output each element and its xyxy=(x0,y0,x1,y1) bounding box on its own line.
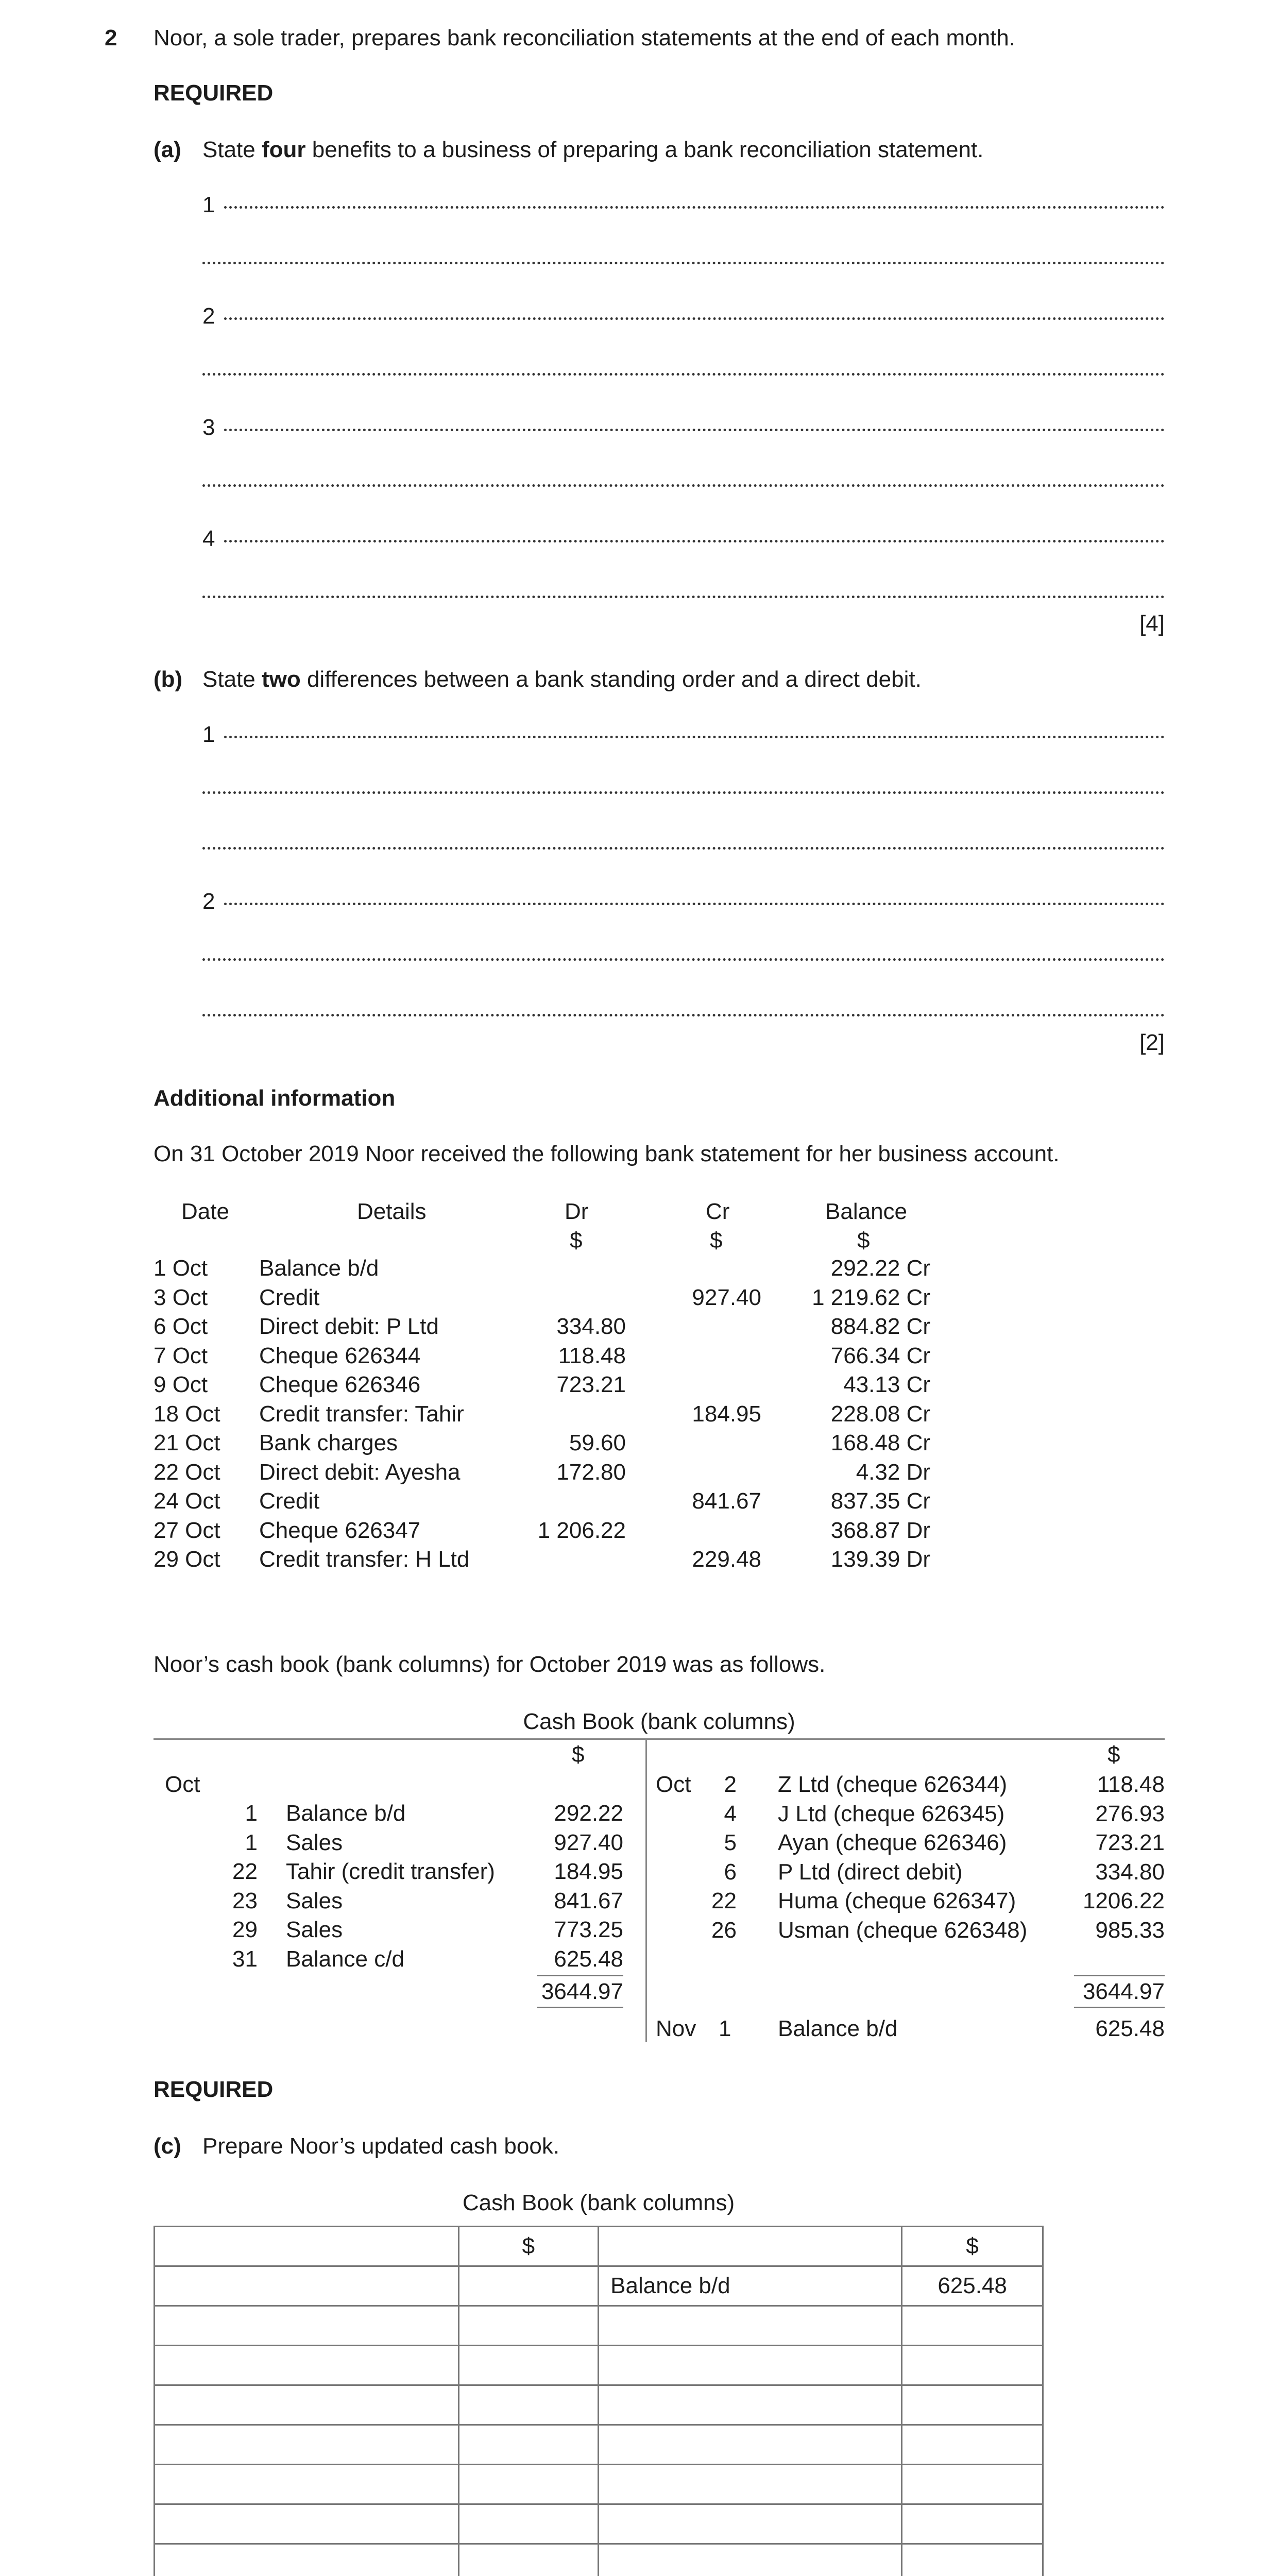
table-row xyxy=(0,1488,1278,1517)
cb-day-cell: 1 xyxy=(245,1829,258,1855)
bs-balance-cell: 43.13 Cr xyxy=(843,1372,930,1397)
answer-cell[interactable] xyxy=(458,2465,599,2504)
bs-header-dr: Dr xyxy=(565,1199,589,1224)
cb-details-cell: Balance c/d xyxy=(286,1946,404,1972)
cb-details-cell: P Ltd (direct debit) xyxy=(778,1859,963,1885)
answer-number: 4 xyxy=(202,526,215,551)
table-row xyxy=(155,2425,1043,2465)
cb-amount-cell: 1206.22 xyxy=(1082,1888,1165,1913)
bs-dr-cell: 59.60 xyxy=(569,1430,626,1455)
answer-cell[interactable] xyxy=(155,2346,459,2385)
answer-number: 2 xyxy=(202,889,215,914)
bs-date-cell: 29 Oct xyxy=(154,1547,220,1572)
answer-line[interactable] xyxy=(202,958,1165,961)
table-row xyxy=(0,1517,1278,1546)
bs-details-cell: Bank charges xyxy=(259,1430,398,1455)
part-c-table-title: Cash Book (bank columns) xyxy=(462,2190,735,2215)
bs-details-cell: Cheque 626347 xyxy=(259,1517,421,1543)
cash-book-top-rule xyxy=(154,1738,1165,1740)
answer-cell[interactable] xyxy=(155,2227,459,2266)
cb-details-cell: Sales xyxy=(286,1917,343,1942)
bs-date-cell: 9 Oct xyxy=(154,1372,208,1397)
table-row xyxy=(0,1313,1278,1342)
cb-details-cell: J Ltd (cheque 626345) xyxy=(778,1801,1005,1826)
bs-dr-cell: 118.48 xyxy=(558,1343,626,1368)
answer-cell[interactable] xyxy=(902,2425,1043,2465)
nov-month: Nov xyxy=(656,2016,696,2041)
nov-details: Balance b/d xyxy=(778,2016,898,2041)
answer-number: 1 xyxy=(202,192,215,217)
cash-book-unit-credit: $ xyxy=(1107,1742,1120,1767)
cb-day-cell: 22 xyxy=(711,1888,737,1913)
bs-dr-cell: 334.80 xyxy=(556,1314,626,1339)
bs-details-cell: Credit transfer: Tahir xyxy=(259,1401,464,1427)
bs-balance-cell: 139.39 Dr xyxy=(830,1547,930,1572)
bs-balance-cell: 292.22 Cr xyxy=(830,1256,930,1281)
cash-book-credit-total: 3644.97 xyxy=(1082,1979,1165,2004)
bs-date-cell: 18 Oct xyxy=(154,1401,220,1427)
bs-balance-cell: 168.48 Cr xyxy=(830,1430,930,1455)
cb-day-cell: 6 xyxy=(724,1859,737,1885)
answer-cell[interactable] xyxy=(155,2385,459,2425)
cb-details-cell: Z Ltd (cheque 626344) xyxy=(778,1772,1008,1797)
answer-line[interactable] xyxy=(202,1014,1165,1016)
answer-cell[interactable] xyxy=(599,2504,902,2544)
debit-total-rule-bottom xyxy=(537,2007,623,2008)
answer-cell[interactable] xyxy=(902,2544,1043,2576)
answer-cell[interactable] xyxy=(902,2346,1043,2385)
nov-amount: 625.48 xyxy=(1095,2016,1165,2041)
answer-line[interactable] xyxy=(202,262,1165,264)
answer-line[interactable] xyxy=(224,903,1165,905)
bs-balance-cell: 766.34 Cr xyxy=(830,1343,930,1368)
cashbook-intro: Noor’s cash book (bank columns) for October 2019 was as follows. xyxy=(154,1652,826,1677)
part-c-label: (c) xyxy=(154,2133,181,2159)
bs-details-cell: Credit xyxy=(259,1284,320,1310)
cb-day-cell: 4 xyxy=(724,1801,737,1826)
answer-cell[interactable] xyxy=(599,2544,902,2576)
bs-balance-cell: 884.82 Cr xyxy=(830,1314,930,1339)
answer-cell[interactable] xyxy=(599,2465,902,2504)
cash-book-credit-month: Oct xyxy=(656,1772,691,1797)
answer-number: 3 xyxy=(202,415,215,440)
bs-unit-dr: $ xyxy=(570,1228,583,1253)
answer-cell[interactable] xyxy=(599,2385,902,2425)
table-row xyxy=(155,2385,1043,2425)
answer-cell[interactable] xyxy=(155,2306,459,2346)
prefilled-amount-cell: 625.48 xyxy=(902,2266,1043,2306)
answer-cell[interactable] xyxy=(902,2306,1043,2346)
credit-total-rule-top xyxy=(1074,1975,1165,1976)
bs-date-cell: 27 Oct xyxy=(154,1517,220,1543)
answer-cell[interactable] xyxy=(458,2266,599,2306)
cb-details-cell: Huma (cheque 626347) xyxy=(778,1888,1016,1913)
bs-balance-cell: 837.35 Cr xyxy=(830,1488,930,1514)
bs-balance-cell: 368.87 Dr xyxy=(830,1517,930,1543)
cb-details-cell: Sales xyxy=(286,1829,343,1855)
answer-cell[interactable] xyxy=(155,2425,459,2465)
table-row xyxy=(155,2266,1043,2306)
cb-amount-cell: 773.25 xyxy=(554,1917,623,1942)
bs-unit-cr: $ xyxy=(710,1228,723,1253)
cb-amount-cell: 184.95 xyxy=(554,1859,623,1884)
part-a-marks: [4] xyxy=(1139,611,1165,636)
cb-day-cell: 29 xyxy=(232,1917,258,1942)
table-row xyxy=(0,1459,1278,1488)
answer-line[interactable] xyxy=(202,596,1165,598)
bs-unit-balance: $ xyxy=(857,1228,870,1253)
answer-cell[interactable] xyxy=(902,2465,1043,2504)
bs-balance-cell: 1 219.62 Cr xyxy=(812,1284,930,1310)
cb-amount-cell: 927.40 xyxy=(554,1829,623,1855)
bs-cr-cell: 229.48 xyxy=(692,1547,761,1572)
cb-amount-cell: 723.21 xyxy=(1095,1830,1165,1855)
bs-details-cell: Direct debit: P Ltd xyxy=(259,1314,439,1339)
credit-total-rule-bottom xyxy=(1074,2007,1165,2008)
answer-cell[interactable] xyxy=(155,2266,459,2306)
cash-book-unit-debit: $ xyxy=(572,1742,585,1767)
bs-details-cell: Cheque 626346 xyxy=(259,1372,421,1397)
bs-details-cell: Credit transfer: H Ltd xyxy=(259,1547,470,1572)
cb-amount-cell: 292.22 xyxy=(554,1801,623,1826)
table-row xyxy=(0,1343,1278,1371)
bs-date-cell: 24 Oct xyxy=(154,1488,220,1514)
bs-balance-cell: 4.32 Dr xyxy=(856,1459,930,1485)
answer-cell[interactable] xyxy=(599,2227,902,2266)
answer-cell[interactable] xyxy=(458,2425,599,2465)
answer-cell[interactable] xyxy=(458,2346,599,2385)
unit-cell: $ xyxy=(458,2227,599,2266)
answer-cell[interactable] xyxy=(599,2425,902,2465)
bs-details-cell: Credit xyxy=(259,1488,320,1514)
bs-cr-cell: 927.40 xyxy=(692,1284,761,1310)
answer-number: 1 xyxy=(202,722,215,747)
bs-details-cell: Balance b/d xyxy=(259,1256,379,1281)
cash-book-divider xyxy=(645,1738,647,2042)
cash-book-debit-total: 3644.97 xyxy=(541,1979,623,2004)
bs-cr-cell: 184.95 xyxy=(692,1401,761,1427)
answer-line[interactable] xyxy=(202,484,1165,487)
cash-book-title: Cash Book (bank columns) xyxy=(523,1709,795,1734)
answer-cell[interactable] xyxy=(902,2504,1043,2544)
table-row xyxy=(0,1401,1278,1430)
cash-book-debit-month: Oct xyxy=(165,1772,200,1797)
prefilled-details-cell: Balance b/d xyxy=(599,2266,902,2306)
part-b-marks: [2] xyxy=(1139,1030,1165,1055)
answer-line[interactable] xyxy=(224,429,1165,431)
cb-details-cell: Ayan (cheque 626346) xyxy=(778,1830,1007,1855)
part-b-question: State two differences between a bank standing order and a direct debit. xyxy=(202,667,922,692)
nov-day: 1 xyxy=(719,2016,731,2041)
cb-details-cell: Balance b/d xyxy=(286,1801,406,1826)
cb-details-cell: Tahir (credit transfer) xyxy=(286,1859,495,1884)
part-b-label: (b) xyxy=(154,667,183,692)
cb-day-cell: 2 xyxy=(724,1772,737,1797)
cb-amount-cell: 625.48 xyxy=(554,1946,623,1972)
table-row xyxy=(0,1284,1278,1313)
part-a-question: State four benefits to a business of preparing a bank reconciliation statement. xyxy=(202,137,984,162)
cb-details-cell: Sales xyxy=(286,1888,343,1913)
question-intro: Noor, a sole trader, prepares bank reconciliation statements at the end of each month. xyxy=(154,25,1015,50)
table-row xyxy=(0,1430,1278,1459)
answer-number: 2 xyxy=(202,303,215,329)
bs-header-date: Date xyxy=(181,1199,229,1224)
answer-line[interactable] xyxy=(202,373,1165,376)
bs-balance-cell: 228.08 Cr xyxy=(830,1401,930,1427)
table-row xyxy=(0,1255,1278,1284)
bs-date-cell: 1 Oct xyxy=(154,1256,208,1281)
cb-amount-cell: 334.80 xyxy=(1095,1859,1165,1885)
bs-header-cr: Cr xyxy=(706,1199,730,1224)
unit-cell: $ xyxy=(902,2227,1043,2266)
bs-cr-cell: 841.67 xyxy=(692,1488,761,1514)
cb-day-cell: 23 xyxy=(232,1888,258,1913)
table-row xyxy=(155,2465,1043,2504)
debit-total-rule-top xyxy=(537,1975,623,1976)
cb-day-cell: 5 xyxy=(724,1830,737,1855)
answer-cell[interactable] xyxy=(155,2465,459,2504)
answer-line[interactable] xyxy=(224,206,1165,209)
part-a-label: (a) xyxy=(154,137,181,162)
cb-amount-cell: 985.33 xyxy=(1095,1917,1165,1943)
bs-details-cell: Cheque 626344 xyxy=(259,1343,421,1368)
bs-date-cell: 6 Oct xyxy=(154,1314,208,1339)
cb-amount-cell: 841.67 xyxy=(554,1888,623,1913)
cb-day-cell: 31 xyxy=(232,1946,258,1972)
cb-day-cell: 1 xyxy=(245,1801,258,1826)
bs-date-cell: 21 Oct xyxy=(154,1430,220,1455)
cb-day-cell: 22 xyxy=(232,1859,258,1884)
bs-details-cell: Direct debit: Ayesha xyxy=(259,1459,461,1485)
answer-cell[interactable] xyxy=(155,2504,459,2544)
cb-day-cell: 26 xyxy=(711,1917,737,1943)
answer-line[interactable] xyxy=(202,791,1165,794)
cb-amount-cell: 118.48 xyxy=(1097,1772,1165,1797)
answer-cell[interactable] xyxy=(458,2544,599,2576)
answer-line[interactable] xyxy=(224,736,1165,738)
answer-cell[interactable] xyxy=(599,2346,902,2385)
table-row xyxy=(155,2346,1043,2385)
required-heading: REQUIRED xyxy=(154,80,274,106)
bs-header-balance: Balance xyxy=(825,1199,908,1224)
bs-dr-cell: 1 206.22 xyxy=(537,1517,626,1543)
table-row xyxy=(155,2306,1043,2346)
answer-cell[interactable] xyxy=(458,2385,599,2425)
question-number: 2 xyxy=(105,25,117,50)
answer-cell[interactable] xyxy=(155,2544,459,2576)
bs-dr-cell: 172.80 xyxy=(556,1459,626,1485)
table-row xyxy=(155,2544,1043,2576)
bs-date-cell: 7 Oct xyxy=(154,1343,208,1368)
answer-cell[interactable] xyxy=(599,2306,902,2346)
table-row xyxy=(0,1546,1278,1575)
bs-date-cell: 3 Oct xyxy=(154,1284,208,1310)
bs-dr-cell: 723.21 xyxy=(556,1372,626,1397)
table-row xyxy=(0,1371,1278,1400)
table-row xyxy=(155,2227,1043,2266)
answer-line[interactable] xyxy=(224,540,1165,543)
additional-heading: Additional information xyxy=(154,1086,396,1111)
cb-amount-cell: 276.93 xyxy=(1095,1801,1165,1826)
bs-date-cell: 22 Oct xyxy=(154,1459,220,1485)
cb-details-cell: Usman (cheque 626348) xyxy=(778,1917,1028,1943)
required-heading-2: REQUIRED xyxy=(154,2077,274,2102)
statement-intro: On 31 October 2019 Noor received the following bank statement for her business account. xyxy=(154,1141,1060,1166)
answer-line[interactable] xyxy=(224,317,1165,320)
table-row xyxy=(155,2504,1043,2544)
answer-cash-book-table xyxy=(154,2226,1044,2576)
answer-cell[interactable] xyxy=(458,2504,599,2544)
bs-header-details: Details xyxy=(357,1199,427,1224)
answer-cell[interactable] xyxy=(458,2306,599,2346)
part-c-question: Prepare Noor’s updated cash book. xyxy=(202,2133,560,2159)
answer-line[interactable] xyxy=(202,847,1165,850)
answer-cell[interactable] xyxy=(902,2385,1043,2425)
